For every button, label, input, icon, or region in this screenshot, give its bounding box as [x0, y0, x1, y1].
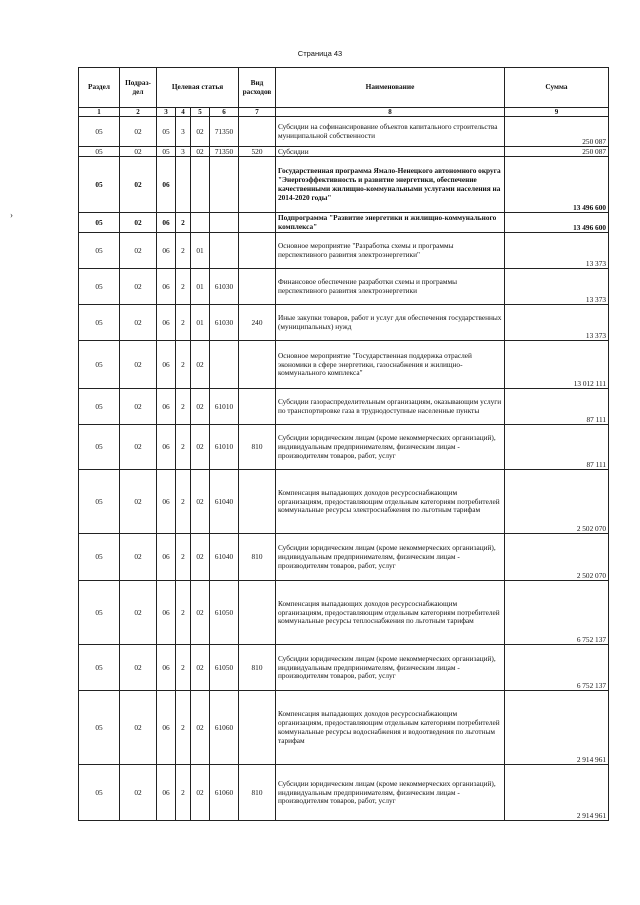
column-number: 1 [79, 108, 120, 117]
header-summa: Сумма [505, 68, 609, 108]
cell-vid-rashodov: 810 [239, 765, 276, 821]
cell-naimenovanie: Субсидии [276, 147, 505, 157]
cell-podrazdel: 02 [120, 581, 157, 645]
cell-cs-program: 05 [157, 117, 176, 147]
cell-podrazdel: 02 [120, 645, 157, 691]
cell-podrazdel: 02 [120, 147, 157, 157]
cell-podrazdel: 02 [120, 305, 157, 341]
cell-cs-direction: 61060 [210, 691, 239, 765]
cell-cs-program: 06 [157, 389, 176, 425]
cell-cs-program: 06 [157, 691, 176, 765]
table-body [79, 117, 609, 821]
cell-vid-rashodov [239, 157, 276, 213]
cell-cs-event: 02 [191, 534, 210, 581]
cell-naimenovanie: Государственная программа Ямало-Ненецкого автономного округа "Энергоэффективность и развитие энергетики, обеспечение качественными жилищно-коммунальными услугами населения на 2014-2020 годы" [276, 157, 505, 213]
cell-summa: 13 373 [505, 305, 609, 341]
cell-cs-subprogram: 2 [176, 425, 191, 470]
cell-summa: 13 496 600 [505, 213, 609, 233]
cell-razdel: 05 [79, 269, 120, 305]
cell-cs-direction: 61040 [210, 534, 239, 581]
cell-podrazdel: 02 [120, 470, 157, 534]
cell-razdel: 05 [79, 581, 120, 645]
cell-cs-event: 02 [191, 691, 210, 765]
cell-cs-event [191, 213, 210, 233]
cell-vid-rashodov: 810 [239, 645, 276, 691]
cell-cs-event: 02 [191, 765, 210, 821]
cell-cs-subprogram: 3 [176, 147, 191, 157]
cell-naimenovanie: Субсидии юридическим лицам (кроме некоммерческих организаций), индивидуальным предпринимателям, физическим лицам - производителям товаров, работ, услуг [276, 425, 505, 470]
column-number: 6 [210, 108, 239, 117]
cell-vid-rashodov [239, 233, 276, 269]
cell-razdel: 05 [79, 691, 120, 765]
cell-vid-rashodov [239, 470, 276, 534]
cell-cs-subprogram: 2 [176, 213, 191, 233]
cell-vid-rashodov [239, 269, 276, 305]
cell-cs-program: 06 [157, 425, 176, 470]
cell-cs-subprogram: 2 [176, 581, 191, 645]
cell-cs-event: 02 [191, 147, 210, 157]
cell-cs-direction [210, 213, 239, 233]
cell-cs-direction: 61040 [210, 470, 239, 534]
cell-vid-rashodov [239, 341, 276, 389]
cell-vid-rashodov: 240 [239, 305, 276, 341]
cell-cs-direction: 71350 [210, 147, 239, 157]
table-row [79, 765, 609, 821]
cell-cs-program: 06 [157, 213, 176, 233]
table-row [79, 157, 609, 213]
cell-cs-direction [210, 157, 239, 213]
cell-vid-rashodov [239, 389, 276, 425]
cell-cs-program: 05 [157, 147, 176, 157]
cell-razdel: 05 [79, 157, 120, 213]
cell-razdel: 05 [79, 305, 120, 341]
cell-summa: 2 914 961 [505, 691, 609, 765]
cell-podrazdel: 02 [120, 233, 157, 269]
cell-summa: 250 087 [505, 117, 609, 147]
cell-vid-rashodov [239, 581, 276, 645]
cell-summa: 2 502 070 [505, 470, 609, 534]
cell-razdel: 05 [79, 213, 120, 233]
cell-naimenovanie: Компенсация выпадающих доходов ресурсоснабжающим организациям, предоставляющим отдельным категориям потребителей коммунальные ресурсы водоснабжения и водоотведения по льготным тарифам [276, 691, 505, 765]
budget-table [78, 67, 609, 821]
cell-cs-subprogram: 2 [176, 645, 191, 691]
cell-cs-direction: 61050 [210, 645, 239, 691]
column-number-row [79, 108, 609, 117]
cell-naimenovanie: Компенсация выпадающих доходов ресурсоснабжающим организациям, предоставляющим отдельным категориям потребителей коммунальные ресурсы теплоснабжения по льготным тарифам [276, 581, 505, 645]
cell-cs-direction: 61050 [210, 581, 239, 645]
table-row [79, 645, 609, 691]
table-row [79, 691, 609, 765]
cell-cs-subprogram: 2 [176, 305, 191, 341]
cell-cs-event: 02 [191, 341, 210, 389]
cell-cs-event [191, 157, 210, 213]
cell-summa: 6 752 137 [505, 581, 609, 645]
cell-cs-subprogram: 2 [176, 691, 191, 765]
cell-podrazdel: 02 [120, 691, 157, 765]
column-number: 4 [176, 108, 191, 117]
cell-cs-event: 02 [191, 581, 210, 645]
table-row [79, 534, 609, 581]
cell-razdel: 05 [79, 147, 120, 157]
cell-cs-direction: 61060 [210, 765, 239, 821]
cell-summa: 87 111 [505, 389, 609, 425]
cell-naimenovanie: Основное мероприятие "Разработка схемы и программы перспективного развития электроэнергетики" [276, 233, 505, 269]
cell-cs-event: 01 [191, 269, 210, 305]
column-number: 3 [157, 108, 176, 117]
cell-naimenovanie: Основное мероприятие "Государственная поддержка отраслей экономики в сфере энергетики, газоснабжения и жилищно-коммунального комплекса" [276, 341, 505, 389]
cell-summa: 2 914 961 [505, 765, 609, 821]
cell-cs-event: 02 [191, 645, 210, 691]
cell-cs-program: 06 [157, 534, 176, 581]
cell-podrazdel: 02 [120, 341, 157, 389]
table-row [79, 233, 609, 269]
cell-summa: 6 752 137 [505, 645, 609, 691]
cell-cs-subprogram: 2 [176, 233, 191, 269]
cell-cs-subprogram: 2 [176, 470, 191, 534]
cell-razdel: 05 [79, 233, 120, 269]
cell-cs-program: 06 [157, 305, 176, 341]
cell-razdel: 05 [79, 645, 120, 691]
header-razdel: Раздел [79, 68, 120, 108]
cell-vid-rashodov: 810 [239, 534, 276, 581]
cell-cs-direction: 61010 [210, 389, 239, 425]
cell-summa: 13 012 111 [505, 341, 609, 389]
cell-cs-direction: 61030 [210, 305, 239, 341]
cell-razdel: 05 [79, 389, 120, 425]
cell-naimenovanie: Субсидии юридическим лицам (кроме некоммерческих организаций), индивидуальным предпринимателям, физическим лицам - производителям товаров, работ, услуг [276, 534, 505, 581]
cell-summa: 13 373 [505, 269, 609, 305]
table-row [79, 581, 609, 645]
cell-naimenovanie: Компенсация выпадающих доходов ресурсоснабжающим организациям, предоставляющим отдельным категориям потребителей коммунальные ресурсы электроснабжения по льготным тарифам [276, 470, 505, 534]
table-row [79, 425, 609, 470]
cell-cs-subprogram: 2 [176, 534, 191, 581]
cell-cs-subprogram: 2 [176, 765, 191, 821]
cell-cs-direction: 71350 [210, 117, 239, 147]
cell-cs-subprogram [176, 157, 191, 213]
table-row [79, 213, 609, 233]
cell-vid-rashodov [239, 691, 276, 765]
cell-summa: 13 373 [505, 233, 609, 269]
cell-razdel: 05 [79, 534, 120, 581]
cell-podrazdel: 02 [120, 534, 157, 581]
cell-razdel: 05 [79, 765, 120, 821]
cell-naimenovanie: Финансовое обеспечение разработки схемы и программы перспективного развития электроэнергетики [276, 269, 505, 305]
page-number: Страница 43 [297, 49, 343, 58]
cell-cs-event: 02 [191, 117, 210, 147]
cell-podrazdel: 02 [120, 389, 157, 425]
cell-naimenovanie: Субсидии юридическим лицам (кроме некоммерческих организаций), индивидуальным предпринимателям, физическим лицам - производителям товаров, работ, услуг [276, 765, 505, 821]
cell-cs-direction: 61010 [210, 425, 239, 470]
cell-razdel: 05 [79, 470, 120, 534]
cell-naimenovanie: Субсидии юридическим лицам (кроме некоммерческих организаций), индивидуальным предпринимателям, физическим лицам - производителям товаров, работ, услуг [276, 645, 505, 691]
table-row [79, 305, 609, 341]
column-number: 9 [505, 108, 609, 117]
cell-cs-program: 06 [157, 341, 176, 389]
table-row [79, 341, 609, 389]
header-vid-rashodov: Вид расходов [239, 68, 276, 108]
table-row [79, 389, 609, 425]
cell-vid-rashodov: 520 [239, 147, 276, 157]
cell-podrazdel: 02 [120, 269, 157, 305]
cell-cs-program: 06 [157, 765, 176, 821]
cell-cs-direction: 61030 [210, 269, 239, 305]
cell-cs-subprogram: 2 [176, 341, 191, 389]
cell-podrazdel: 02 [120, 765, 157, 821]
cell-vid-rashodov [239, 213, 276, 233]
cell-cs-direction [210, 233, 239, 269]
table-row [79, 470, 609, 534]
cell-naimenovanie: Субсидии на софинансирование объектов капитального строительства муниципальной собственности [276, 117, 505, 147]
column-number: 7 [239, 108, 276, 117]
cell-cs-subprogram: 2 [176, 389, 191, 425]
cell-cs-event: 02 [191, 470, 210, 534]
cell-summa: 2 502 070 [505, 534, 609, 581]
header-podrazdel: Подраз- дел [120, 68, 157, 108]
cell-cs-program: 06 [157, 269, 176, 305]
cell-vid-rashodov [239, 117, 276, 147]
cell-cs-program: 06 [157, 645, 176, 691]
margin-mark: › [10, 210, 13, 220]
cell-razdel: 05 [79, 341, 120, 389]
cell-podrazdel: 02 [120, 213, 157, 233]
cell-razdel: 05 [79, 425, 120, 470]
cell-summa: 250 087 [505, 147, 609, 157]
cell-vid-rashodov: 810 [239, 425, 276, 470]
cell-podrazdel: 02 [120, 117, 157, 147]
cell-cs-event: 02 [191, 425, 210, 470]
cell-cs-direction [210, 341, 239, 389]
cell-summa: 87 111 [505, 425, 609, 470]
cell-cs-event: 02 [191, 389, 210, 425]
cell-cs-program: 06 [157, 157, 176, 213]
cell-cs-program: 06 [157, 581, 176, 645]
cell-cs-subprogram: 3 [176, 117, 191, 147]
cell-naimenovanie: Иные закупки товаров, работ и услуг для обеспечения государственных (муниципальных) нужд [276, 305, 505, 341]
header-naimenovanie: Наименование [276, 68, 505, 108]
column-number: 5 [191, 108, 210, 117]
cell-naimenovanie: Подпрограмма "Развитие энергетики и жилищно-коммунального комплекса" [276, 213, 505, 233]
table-row [79, 269, 609, 305]
cell-cs-event: 01 [191, 305, 210, 341]
cell-cs-program: 06 [157, 233, 176, 269]
cell-cs-event: 01 [191, 233, 210, 269]
column-number: 2 [120, 108, 157, 117]
cell-cs-subprogram: 2 [176, 269, 191, 305]
header-celevaya-statya: Целевая статья [157, 68, 239, 108]
column-number: 8 [276, 108, 505, 117]
table-row [79, 117, 609, 147]
cell-cs-program: 06 [157, 470, 176, 534]
cell-razdel: 05 [79, 117, 120, 147]
cell-summa: 13 496 600 [505, 157, 609, 213]
cell-podrazdel: 02 [120, 157, 157, 213]
table-row [79, 147, 609, 157]
cell-podrazdel: 02 [120, 425, 157, 470]
cell-naimenovanie: Субсидии газораспределительным организациям, оказывающим услуги по транспортировке газа в труднодоступные населенные пункты [276, 389, 505, 425]
